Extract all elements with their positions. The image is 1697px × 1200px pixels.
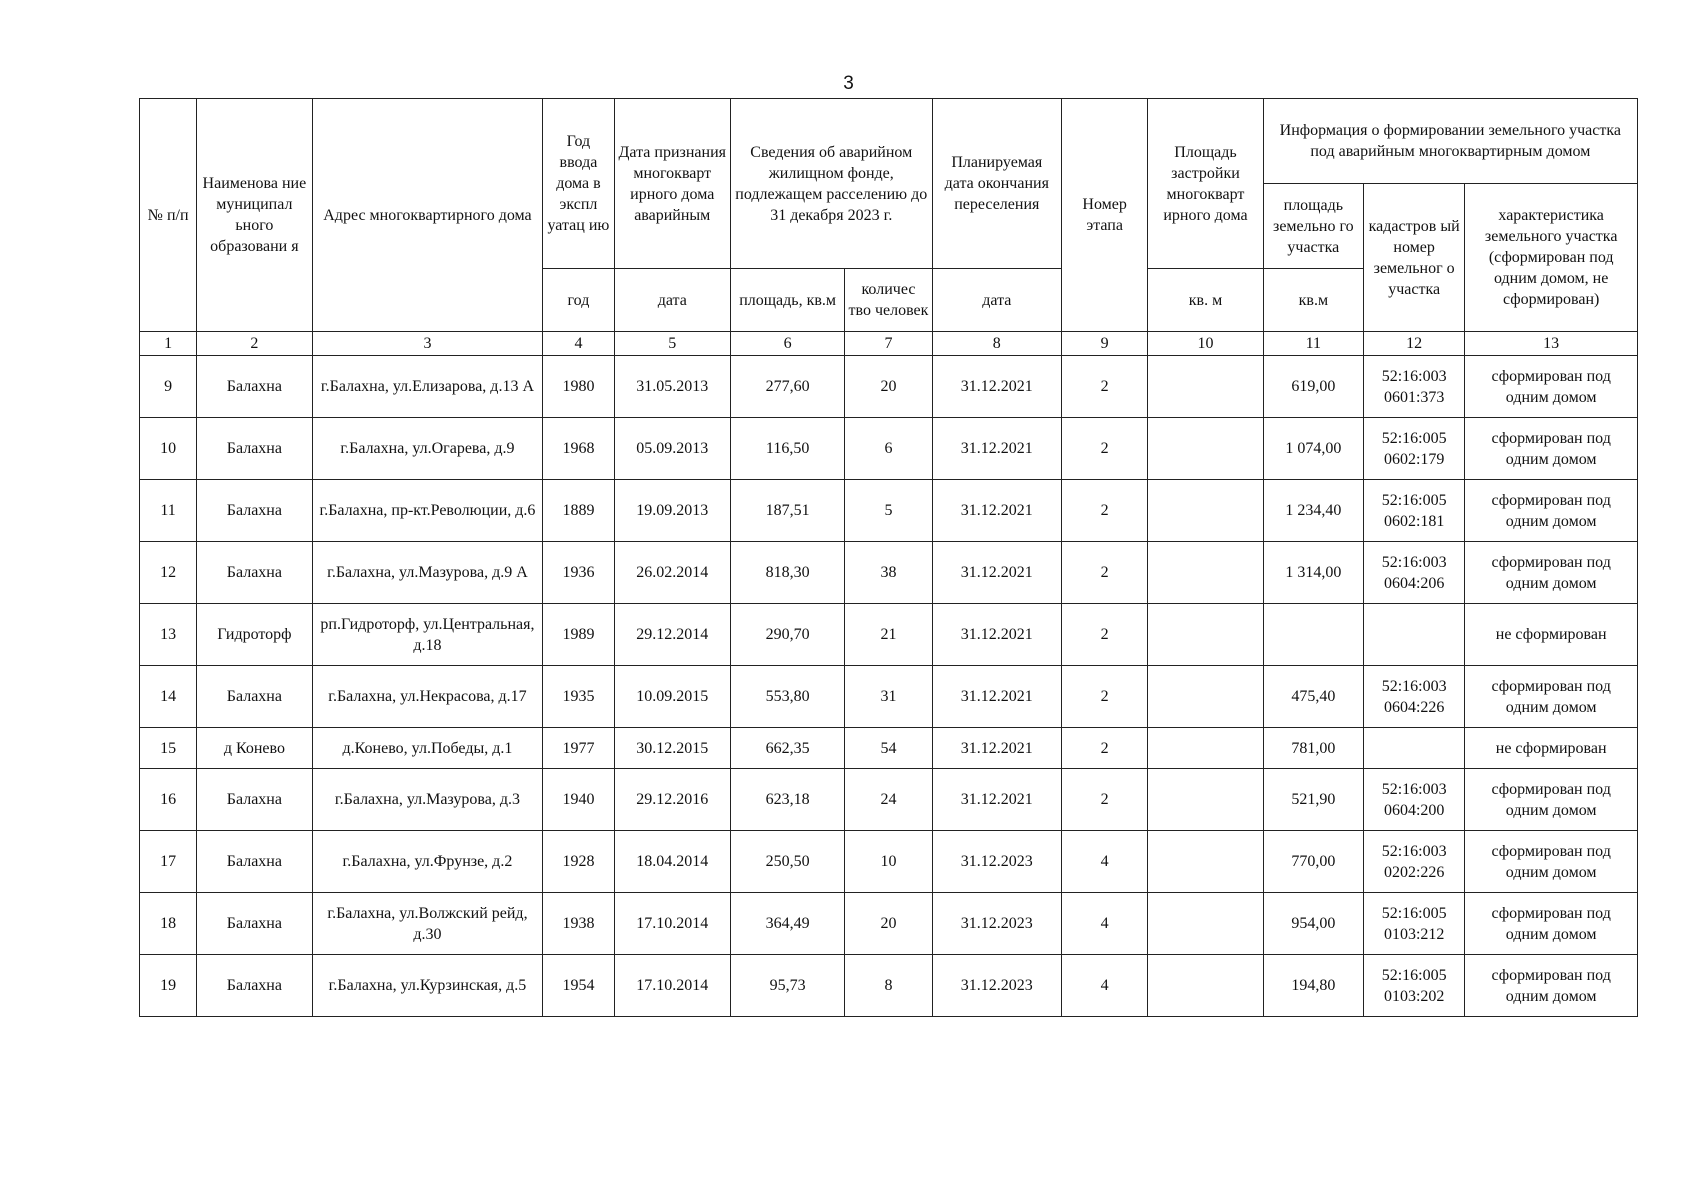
- header-unit-date: дата: [614, 269, 730, 332]
- cell-municipality: Балахна: [197, 769, 312, 831]
- header-address: Адрес многоквартирного дома: [312, 99, 543, 332]
- cell-year: 1928: [543, 831, 614, 893]
- cell-characteristic: сформирован под одним домом: [1465, 542, 1638, 604]
- cell-date: 17.10.2014: [614, 893, 730, 955]
- header-num: № п/п: [140, 99, 197, 332]
- column-number: 3: [312, 332, 543, 356]
- cell-land-area: [1263, 604, 1363, 666]
- cell-cadastral: 52:16:005 0103:202: [1364, 955, 1465, 1017]
- cell-people: 31: [845, 666, 932, 728]
- cell-address: г.Балахна, ул.Некрасова, д.17: [312, 666, 543, 728]
- header-planned-date: Планируемая дата окончания переселения: [932, 99, 1061, 269]
- cell-year: 1989: [543, 604, 614, 666]
- header-land-area: площадь земельно го участка: [1263, 184, 1363, 269]
- cell-cadastral: 52:16:003 0202:226: [1364, 831, 1465, 893]
- cell-stage: 2: [1062, 769, 1148, 831]
- cell-year: 1954: [543, 955, 614, 1017]
- cell-stage: 4: [1062, 893, 1148, 955]
- cell-cadastral: 52:16:003 0604:206: [1364, 542, 1465, 604]
- cell-people: 6: [845, 418, 932, 480]
- cell-stage: 2: [1062, 480, 1148, 542]
- table-row: [140, 480, 1638, 542]
- header-stage: Номер этапа: [1062, 99, 1148, 332]
- header-municipality: Наименова ние муниципал ьного образовани я: [197, 99, 312, 332]
- cell-cadastral: 52:16:003 0604:200: [1364, 769, 1465, 831]
- cell-planned-date: 31.12.2021: [932, 356, 1061, 418]
- cell-building-area: [1148, 604, 1263, 666]
- cell-date: 31.05.2013: [614, 356, 730, 418]
- cell-municipality: Балахна: [197, 418, 312, 480]
- cell-municipality: Балахна: [197, 542, 312, 604]
- table-row: [140, 542, 1638, 604]
- cell-stage: 2: [1062, 542, 1148, 604]
- cell-cadastral: [1364, 728, 1465, 769]
- cell-building-area: [1148, 356, 1263, 418]
- cell-characteristic: сформирован под одним домом: [1465, 480, 1638, 542]
- column-number: 4: [543, 332, 614, 356]
- header-land-info: Информация о формировании земельного участка под аварийным многоквартирным домом: [1263, 99, 1637, 184]
- cell-date: 17.10.2014: [614, 955, 730, 1017]
- cell-area: 662,35: [730, 728, 844, 769]
- cell-date: 19.09.2013: [614, 480, 730, 542]
- cell-land-area: 1 314,00: [1263, 542, 1363, 604]
- cell-people: 21: [845, 604, 932, 666]
- cell-characteristic: сформирован под одним домом: [1465, 831, 1638, 893]
- cell-year: 1977: [543, 728, 614, 769]
- cell-municipality: Балахна: [197, 955, 312, 1017]
- cell-num: 15: [140, 728, 197, 769]
- table-row: [140, 666, 1638, 728]
- header-date-recognized: Дата признания многокварт ирного дома аварийным: [614, 99, 730, 269]
- cell-address: г.Балахна, ул.Фрунзе, д.2: [312, 831, 543, 893]
- table-row: [140, 831, 1638, 893]
- cell-address: д.Конево, ул.Победы, д.1: [312, 728, 543, 769]
- cell-municipality: Балахна: [197, 831, 312, 893]
- column-number: 7: [845, 332, 932, 356]
- cell-planned-date: 31.12.2021: [932, 542, 1061, 604]
- table-row: [140, 418, 1638, 480]
- cell-municipality: Балахна: [197, 480, 312, 542]
- cell-year: 1940: [543, 769, 614, 831]
- cell-planned-date: 31.12.2023: [932, 831, 1061, 893]
- table-row: [140, 728, 1638, 769]
- cell-date: 29.12.2014: [614, 604, 730, 666]
- cell-num: 10: [140, 418, 197, 480]
- column-number: 5: [614, 332, 730, 356]
- cell-cadastral: 52:16:005 0602:179: [1364, 418, 1465, 480]
- column-number: 9: [1062, 332, 1148, 356]
- cell-stage: 2: [1062, 666, 1148, 728]
- cell-municipality: Балахна: [197, 666, 312, 728]
- cell-num: 13: [140, 604, 197, 666]
- cell-address: рп.Гидроторф, ул.Центральная, д.18: [312, 604, 543, 666]
- cell-people: 5: [845, 480, 932, 542]
- cell-address: г.Балахна, ул.Елизарова, д.13 А: [312, 356, 543, 418]
- cell-stage: 4: [1062, 831, 1148, 893]
- cell-area: 553,80: [730, 666, 844, 728]
- cell-date: 10.09.2015: [614, 666, 730, 728]
- column-number: 13: [1465, 332, 1638, 356]
- table-row: [140, 356, 1638, 418]
- cell-num: 19: [140, 955, 197, 1017]
- cell-planned-date: 31.12.2023: [932, 955, 1061, 1017]
- cell-stage: 2: [1062, 604, 1148, 666]
- cell-planned-date: 31.12.2021: [932, 769, 1061, 831]
- cell-address: г.Балахна, ул.Мазурова, д.3: [312, 769, 543, 831]
- cell-building-area: [1148, 831, 1263, 893]
- cell-stage: 2: [1062, 728, 1148, 769]
- cell-people: 24: [845, 769, 932, 831]
- cell-people: 20: [845, 893, 932, 955]
- cell-land-area: 781,00: [1263, 728, 1363, 769]
- cell-stage: 4: [1062, 955, 1148, 1017]
- table-row: [140, 769, 1638, 831]
- cell-people: 54: [845, 728, 932, 769]
- emergency-housing-table: [139, 98, 1638, 1017]
- header-emergency-fund: Сведения об аварийном жилищном фонде, подлежащем расселению до 31 декабря 2023 г.: [730, 99, 932, 269]
- table-row: [140, 955, 1638, 1017]
- cell-municipality: д Конево: [197, 728, 312, 769]
- page-number: 3: [843, 73, 854, 94]
- cell-characteristic: не сформирован: [1465, 604, 1638, 666]
- cell-land-area: 521,90: [1263, 769, 1363, 831]
- cell-land-area: 954,00: [1263, 893, 1363, 955]
- cell-num: 11: [140, 480, 197, 542]
- cell-building-area: [1148, 418, 1263, 480]
- cell-characteristic: не сформирован: [1465, 728, 1638, 769]
- cell-land-area: 194,80: [1263, 955, 1363, 1017]
- cell-people: 38: [845, 542, 932, 604]
- header-unit-land-area: кв.м: [1263, 269, 1363, 332]
- column-number: 8: [932, 332, 1061, 356]
- cell-num: 9: [140, 356, 197, 418]
- cell-land-area: 1 234,40: [1263, 480, 1363, 542]
- cell-cadastral: 52:16:003 0604:226: [1364, 666, 1465, 728]
- header-unit-area: площадь, кв.м: [730, 269, 844, 332]
- header-cadastral: кадастров ый номер земельног о участка: [1364, 184, 1465, 332]
- cell-planned-date: 31.12.2021: [932, 666, 1061, 728]
- cell-num: 12: [140, 542, 197, 604]
- cell-building-area: [1148, 769, 1263, 831]
- header-unit-planned-date: дата: [932, 269, 1061, 332]
- cell-date: 30.12.2015: [614, 728, 730, 769]
- header-building-area: Площадь застройки многокварт ирного дома: [1148, 99, 1263, 269]
- cell-municipality: Балахна: [197, 356, 312, 418]
- cell-planned-date: 31.12.2021: [932, 604, 1061, 666]
- cell-municipality: Гидроторф: [197, 604, 312, 666]
- header-unit-building-area: кв. м: [1148, 269, 1263, 332]
- cell-planned-date: 31.12.2021: [932, 728, 1061, 769]
- cell-cadastral: [1364, 604, 1465, 666]
- table-row: [140, 604, 1638, 666]
- cell-characteristic: сформирован под одним домом: [1465, 769, 1638, 831]
- cell-stage: 2: [1062, 356, 1148, 418]
- cell-area: 290,70: [730, 604, 844, 666]
- cell-planned-date: 31.12.2023: [932, 893, 1061, 955]
- cell-land-area: 770,00: [1263, 831, 1363, 893]
- header-unit-people: количес тво человек: [845, 269, 932, 332]
- cell-building-area: [1148, 666, 1263, 728]
- cell-area: 623,18: [730, 769, 844, 831]
- cell-area: 277,60: [730, 356, 844, 418]
- cell-municipality: Балахна: [197, 893, 312, 955]
- column-number: 11: [1263, 332, 1363, 356]
- cell-building-area: [1148, 955, 1263, 1017]
- cell-address: г.Балахна, пр-кт.Революции, д.6: [312, 480, 543, 542]
- cell-land-area: 475,40: [1263, 666, 1363, 728]
- cell-address: г.Балахна, ул.Огарева, д.9: [312, 418, 543, 480]
- cell-characteristic: сформирован под одним домом: [1465, 418, 1638, 480]
- cell-date: 18.04.2014: [614, 831, 730, 893]
- table-row: [140, 893, 1638, 955]
- cell-num: 18: [140, 893, 197, 955]
- cell-people: 8: [845, 955, 932, 1017]
- cell-building-area: [1148, 728, 1263, 769]
- cell-area: 187,51: [730, 480, 844, 542]
- table-body: [140, 356, 1638, 1017]
- cell-date: 05.09.2013: [614, 418, 730, 480]
- cell-address: г.Балахна, ул.Волжский рейд, д.30: [312, 893, 543, 955]
- cell-stage: 2: [1062, 418, 1148, 480]
- header-unit-year: год: [543, 269, 614, 332]
- cell-year: 1889: [543, 480, 614, 542]
- cell-characteristic: сформирован под одним домом: [1465, 893, 1638, 955]
- header-land-characteristic: характеристика земельного участка (сформирован под одним домом, не сформирован): [1465, 184, 1638, 332]
- cell-people: 10: [845, 831, 932, 893]
- column-number: 10: [1148, 332, 1263, 356]
- column-number: 6: [730, 332, 844, 356]
- cell-area: 250,50: [730, 831, 844, 893]
- cell-characteristic: сформирован под одним домом: [1465, 356, 1638, 418]
- column-number: 2: [197, 332, 312, 356]
- cell-characteristic: сформирован под одним домом: [1465, 666, 1638, 728]
- cell-planned-date: 31.12.2021: [932, 480, 1061, 542]
- cell-year: 1935: [543, 666, 614, 728]
- header-year-commissioned: Год ввода дома в экспл уатац ию: [543, 99, 614, 269]
- cell-building-area: [1148, 480, 1263, 542]
- column-number: 12: [1364, 332, 1465, 356]
- cell-date: 26.02.2014: [614, 542, 730, 604]
- cell-building-area: [1148, 542, 1263, 604]
- cell-year: 1938: [543, 893, 614, 955]
- column-number: 1: [140, 332, 197, 356]
- cell-num: 17: [140, 831, 197, 893]
- cell-cadastral: 52:16:005 0103:212: [1364, 893, 1465, 955]
- cell-people: 20: [845, 356, 932, 418]
- cell-address: г.Балахна, ул.Курзинская, д.5: [312, 955, 543, 1017]
- cell-building-area: [1148, 893, 1263, 955]
- cell-characteristic: сформирован под одним домом: [1465, 955, 1638, 1017]
- cell-land-area: 1 074,00: [1263, 418, 1363, 480]
- cell-year: 1980: [543, 356, 614, 418]
- cell-area: 116,50: [730, 418, 844, 480]
- cell-planned-date: 31.12.2021: [932, 418, 1061, 480]
- cell-land-area: 619,00: [1263, 356, 1363, 418]
- cell-address: г.Балахна, ул.Мазурова, д.9 А: [312, 542, 543, 604]
- cell-num: 16: [140, 769, 197, 831]
- column-number-row: [140, 332, 1638, 356]
- cell-area: 818,30: [730, 542, 844, 604]
- cell-area: 95,73: [730, 955, 844, 1017]
- cell-year: 1968: [543, 418, 614, 480]
- cell-cadastral: 52:16:005 0602:181: [1364, 480, 1465, 542]
- cell-cadastral: 52:16:003 0601:373: [1364, 356, 1465, 418]
- cell-year: 1936: [543, 542, 614, 604]
- cell-area: 364,49: [730, 893, 844, 955]
- cell-date: 29.12.2016: [614, 769, 730, 831]
- cell-num: 14: [140, 666, 197, 728]
